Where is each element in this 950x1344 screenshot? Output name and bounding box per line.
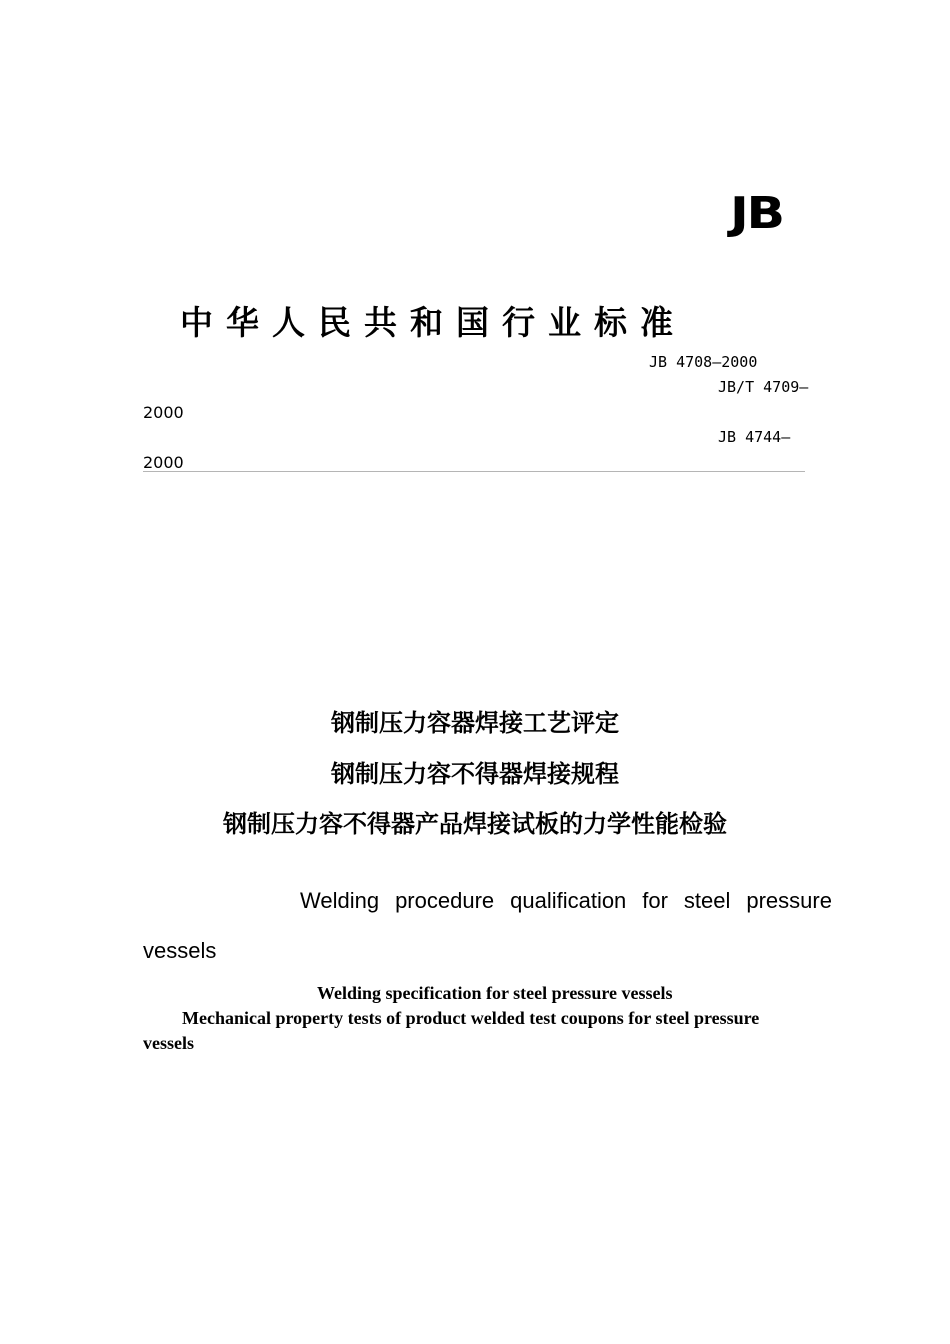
chinese-title-1: 钢制压力容器焊接工艺评定 xyxy=(331,709,619,737)
english-title-1-word: pressure xyxy=(746,888,832,913)
standard-code-2-year: 2000 xyxy=(143,403,184,422)
english-title-2: Welding specification for steel pressure vessels xyxy=(317,983,673,1003)
english-title-3-continuation: vessels xyxy=(143,1033,194,1053)
standard-code-3-year: 2000 xyxy=(143,453,184,472)
english-title-1-word: Welding xyxy=(300,888,380,913)
jb-logo: JB xyxy=(730,188,783,239)
english-title-3: Mechanical property tests of product welded test coupons for steel pressure xyxy=(182,1008,760,1028)
chinese-title-3: 钢制压力容不得器产品焊接试板的力学性能检验 xyxy=(223,810,727,838)
standard-code-1: JB 4708—2000 xyxy=(649,353,758,371)
english-title-1-word: for xyxy=(642,888,668,913)
english-title-1-word: steel xyxy=(683,888,731,913)
standard-code-2: JB/T 4709— xyxy=(718,378,809,396)
english-title-1 xyxy=(300,890,832,912)
header-divider xyxy=(143,471,805,472)
english-title-1-continuation: vessels xyxy=(143,938,217,963)
chinese-title-2: 钢制压力容不得器焊接规程 xyxy=(331,760,619,788)
english-title-1-word: procedure xyxy=(395,888,495,913)
english-title-1-word: qualification xyxy=(510,888,627,913)
standard-code-3: JB 4744— xyxy=(718,428,791,446)
standard-title: 中华人民共和国行业标准 xyxy=(180,303,686,342)
